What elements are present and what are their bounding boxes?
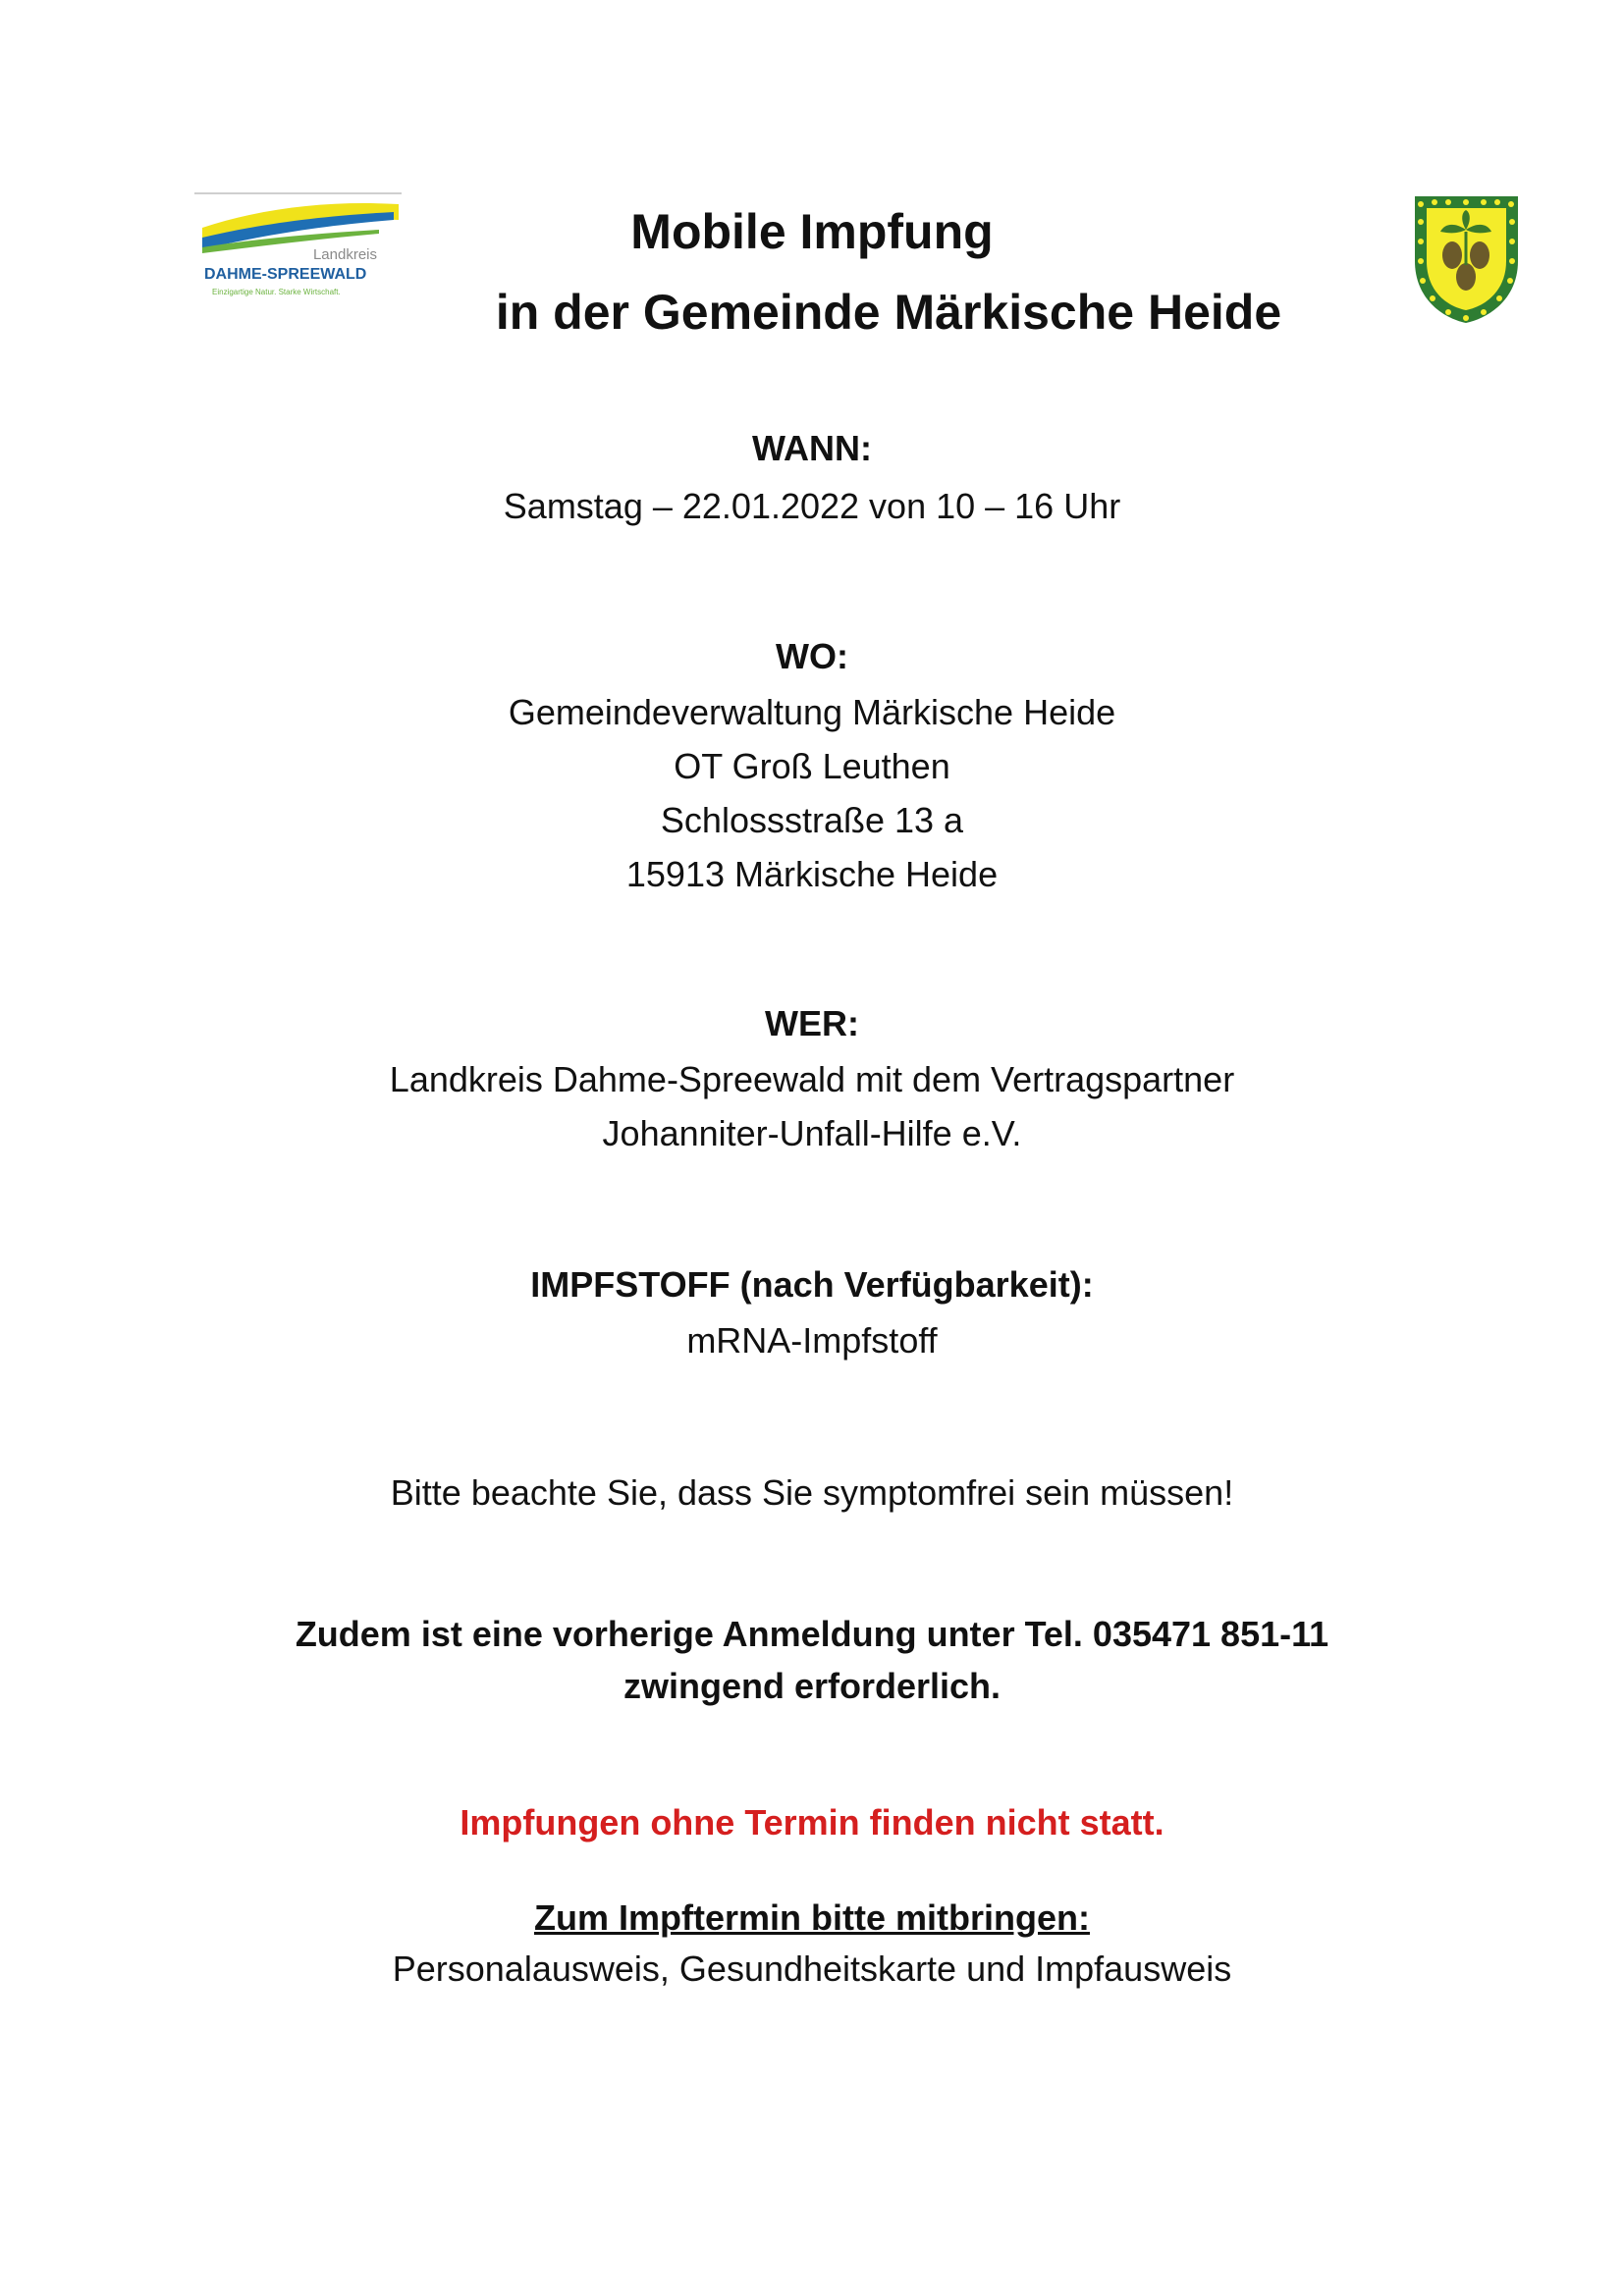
wann-heading: WANN: <box>752 428 872 468</box>
impfstoff-text: mRNA-Impfstoff <box>686 1320 938 1361</box>
wo-line-4: 15913 Märkische Heide <box>625 854 999 894</box>
logo-text-dahme: DAHME-SPREEWALD <box>204 266 367 283</box>
anmeldung-line-2: zwingend erforderlich. <box>623 1666 1001 1706</box>
wo-line-3: Schlossstraße 13 a <box>660 800 964 840</box>
symptom-notice: Bitte beachte Sie, dass Sie symptomfrei sein müssen! <box>390 1472 1234 1513</box>
wann-text: Samstag – 22.01.2022 von 10 – 16 Uhr <box>503 486 1121 526</box>
wo-line-2: OT Groß Leuthen <box>674 746 950 786</box>
anmeldung-line-1: Zudem ist eine vorherige Anmeldung unter Tel. 035471 851-11 <box>295 1614 1329 1654</box>
no-appointment-warning: Impfungen ohne Termin finden nicht statt. <box>460 1802 1164 1842</box>
wo-heading: WO: <box>776 636 848 676</box>
logo-text-landkreis: Landkreis <box>312 246 377 263</box>
wer-line-1: Landkreis Dahme-Spreewald mit dem Vertragspartner <box>389 1059 1235 1099</box>
mitbringen-heading: Zum Impftermin bitte mitbringen: <box>534 1897 1090 1938</box>
wo-line-1: Gemeindeverwaltung Märkische Heide <box>508 692 1116 732</box>
wer-heading: WER: <box>765 1003 859 1043</box>
logo-text-slogan: Einzigartige Natur. Starke Wirtschaft. <box>212 288 341 296</box>
title-line-2: in der Gemeinde Märkische Heide <box>495 285 1282 340</box>
title-line-1: Mobile Impfung <box>630 204 994 259</box>
mitbringen-text: Personalausweis, Gesundheitskarte und Impfausweis <box>392 1949 1232 1989</box>
impfstoff-heading: IMPFSTOFF (nach Verfügbarkeit): <box>530 1264 1094 1305</box>
wer-line-2: Johanniter-Unfall-Hilfe e.V. <box>602 1113 1022 1153</box>
